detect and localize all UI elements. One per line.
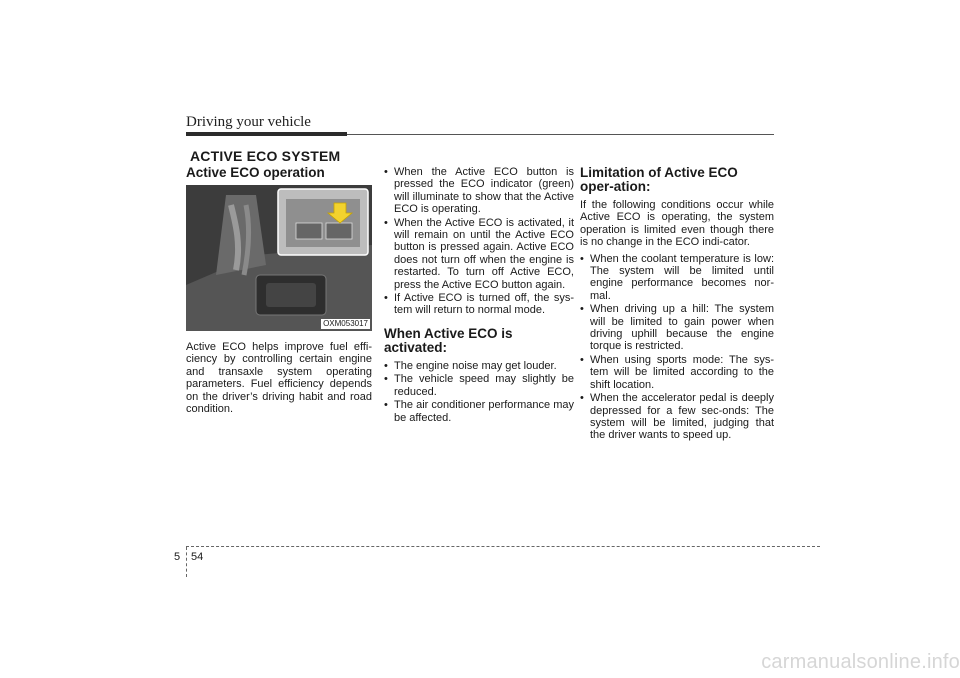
header-rule-thin: [347, 134, 774, 135]
header-rule-thick: [186, 132, 347, 136]
chapter-title: Driving your vehicle: [186, 114, 311, 130]
eco-button-figure: [186, 185, 372, 331]
list-item: • When using sports mode: The sys-tem will be limited according to the shift location.: [580, 354, 774, 391]
heading-when-activated: When Active ECO is activated:: [384, 325, 513, 355]
page-number: 54: [191, 551, 204, 563]
heading-limitation: Limitation of Active ECO oper-ation:: [580, 165, 738, 194]
paragraph-limitation: If the following conditions occur while Active ECO is operating, the system operation is limited even though there is no change in the ECO indi-cator.: [580, 199, 774, 249]
list-item: • If Active ECO is turned off, the sys-tem will return to normal mode.: [384, 292, 574, 317]
heading-active-eco-operation: Active ECO operation: [186, 165, 325, 180]
list-item: • The engine noise may get louder.: [384, 360, 574, 372]
column-1: [186, 166, 372, 419]
list-item: • The vehicle speed may slightly be reduced.: [384, 373, 574, 398]
list-item: • The air conditioner performance may be affected.: [384, 399, 574, 424]
watermark: carmanualsonline.info: [761, 651, 960, 673]
console-illustration: [186, 185, 372, 331]
figure-code: OXM053017: [323, 319, 368, 328]
section-title: ACTIVE ECO SYSTEM: [190, 148, 341, 164]
list-item: • When the Active ECO button is pressed the ECO indicator (green) will illuminate to show that the Active ECO is operating.: [384, 166, 574, 216]
footer-rule: [186, 546, 820, 547]
bullet-list-limitations: [580, 253, 774, 442]
column-3: [580, 166, 774, 443]
bullet-list-operation: [384, 166, 574, 317]
column-2: [384, 166, 574, 425]
list-item: • When the coolant temperature is low: The system will be limited until engine performance becomes nor-mal.: [580, 253, 774, 303]
footer-vertical-rule: [186, 547, 187, 577]
list-item: • When the Active ECO is activated, it will remain on until the Active ECO button is pressed again. Active ECO does not turn off when the engine is restarted. To turn off Active ECO, press the Active ECO button again.: [384, 217, 574, 291]
list-item: • When driving up a hill: The system will be limited to gain power when driving uphill because the engine torque is restricted.: [580, 303, 774, 353]
bullet-list-effects: [384, 360, 574, 424]
page-chapter-number: 5: [174, 551, 181, 563]
paragraph-intro: Active ECO helps improve fuel effi-ciency by controlling certain engine and transaxle system operating parameters. Fuel efficiency depends on the driver’s driving habit and road condition.: [186, 341, 372, 416]
list-item: • When the accelerator pedal is deeply depressed for a few sec-onds: The system will be limited, judging that the driver wants to speed up.: [580, 392, 774, 442]
